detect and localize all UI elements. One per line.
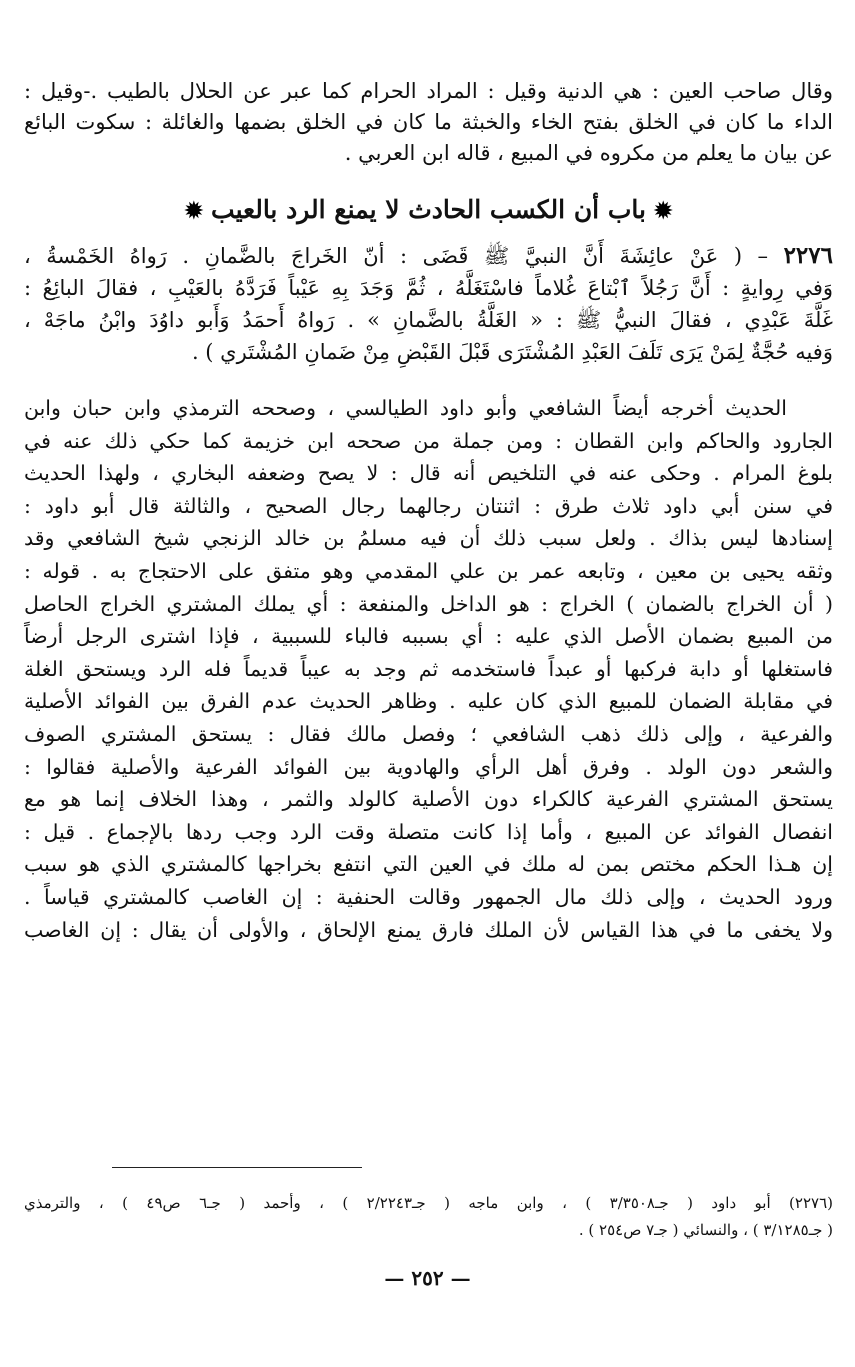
chapter-heading (24, 189, 833, 232)
commentary-line: في سنن أبي داود ثلاث طرق : اثنتان رجالهما رجال الصحيح ، والثالثة قال أبو داود : (24, 493, 833, 518)
commentary-line: وثقه يحيى بن معين ، وتابعه عمر بن علي المقدمي وهو متفق على الاحتجاج به . قوله : (24, 558, 833, 583)
commentary-line: من المبيع بضمان الأصل الذي عليه : أي بسببه فالباء للسببية ، فإذا اشترى الرجل أرضاً (24, 624, 833, 649)
commentary-line: ( أن الخراج بالضمان ) الخراج : هو الداخل والمنفعة : أي يملك المشتري الخراج الحاصل (24, 591, 833, 616)
commentary-line: انفصال الفوائد عن المبيع ، وأما إذا كانت متصلة وقت الرد وجب ردها بالإجماع . قيل : (24, 819, 833, 844)
hadith-number: ٢٢٧٦ (783, 242, 833, 269)
text-line: وقال صاحب العين : هي الدنية وقيل : المراد الحرام كما عبر عن الحلال بالطيب .-وقيل : (24, 79, 833, 103)
hadith-line: غَلَّةَ عَبْدِي ، فقالَ النبيُّ ﷺ : « الغَلَّةُ بالضَّمانِ » . رَواهُ أَحمَدُ وَأَبو داوُدَ وابْنُ ماجَهْ ، (24, 308, 833, 332)
star-ornament-icon: ✹ (184, 198, 204, 224)
footnote (24, 1190, 833, 1244)
page-number: — ٢٥٢ — (384, 1266, 471, 1290)
commentary-line: إن هـذا الحكم مختص بمن له ملك في العين التي انتفع بخراجها كالمشتري الذي هو سبب (24, 852, 833, 877)
commentary-line: في مقابلة الضمان للمبيع الذي كان عليه . وظاهر الحديث عدم الفرق بين الفوائد الأصلية (24, 689, 833, 714)
commentary-line: يستحق المشتري الفرعية كالكراء دون الأصلية كالولد والثمر ، وهذا الخلاف إنما هو مع (24, 787, 833, 812)
commentary-line: ولا يخفى ما في هذا القياس لأن الملك فارق يمنع الإلحاق ، والأولى أن يقال : إن الغاصب (24, 917, 833, 942)
text-line: الداء ما كان في الخلق بفتح الخاء والخبثة ما كان في الخلق بضمها والغائلة : سكوت البائع (24, 110, 833, 134)
hadith-line: وَفي رِوايةٍ : أَنَّ رَجُلاً ٱبْتاعَ غُلاماً فاسْتَغَلَّهُ ، ثُمَّ وَجَدَ بِهِ عَيْباً فَرَدَّهُ بالعَيْبِ ، فقالَ البائِعُ : (24, 276, 833, 300)
hadith-line: وَفيه حُجَّةٌ لِمَنْ يَرَى تَلَفَ العَبْدِ المُشْتَرَى قَبْلَ القَبْضِ مِنْ ضَمانِ المُشْتَري ) . (191, 340, 833, 364)
star-ornament-icon: ✹ (653, 198, 673, 224)
commentary-line: والشعر دون الولد . وفرق أهل الرأي والهادوية بين الفوائد الفرعية والأصلية فقالوا : (24, 754, 833, 779)
commentary-line: والفرعية ، وإلى ذلك ذهب الشافعي ؛ وفصل مالك فقال : يستحق المشتري الصوف (24, 721, 833, 746)
footnote-line: ( جـ٣/١٢٨٥ ) ، والنسائي ( جـ٧ ص٢٥٤ ) . (578, 1221, 833, 1239)
chapter-title: باب أن الكسب الحادث لا يمنع الرد بالعيب (211, 195, 646, 224)
hadith-block (24, 240, 833, 368)
commentary-line: إسنادها ليس بذاك . ولعل سبب ذلك أن فيه مسلمُ بن خالد الزنجي شيخ الشافعي وقد (24, 526, 833, 551)
commentary-line: بلوغ المرام . وحكى عنه في التلخيص أنه قال : لا يصح وضعفه البخاري ، ولهذا الحديث (24, 461, 833, 486)
text-line: عن بيان ما يعلم من مكروه في المبيع ، قاله ابن العربي . (344, 141, 833, 165)
hadith-text: – ( عَنْ عائِشَةَ أَنَّ النبيَّ ﷺ قَضَى : أنّ الخَراجَ بالضَّمانِ . رَواهُ الخَمْسةُ ، (24, 244, 769, 268)
commentary-line: ورود الحديث ، وإلى ذلك مال الجمهور وقالت الحنفية : إن الغاصب كالمشتري قياساً . (24, 884, 833, 909)
commentary-paragraph (24, 392, 833, 946)
hadith-line (24, 240, 833, 272)
footnote-divider (112, 1167, 362, 1168)
footnote-line: (٢٢٧٦) أبو داود ( جـ٣/٣٥٠٨ ) ، وابن ماجه ( جـ٢/٢٢٤٣ ) ، وأحمد ( جـ٦ ص٤٩ ) ، والترمذي (24, 1194, 833, 1212)
intro-paragraph (24, 0, 833, 169)
commentary-line: الجارود والحاكم وابن القطان : ومن جملة من صححه ابن خزيمة كما حكي ذلك عنه في (24, 428, 833, 453)
commentary-line: الحديث أخرجه أيضاً الشافعي وأبو داود الطيالسي ، وصححه الترمذي وابن حبان وابن (24, 396, 787, 420)
commentary-line: فاستغلها أو دابة فركبها أو عبداً فاستخدمه ثم وجد به عيباً قديماً فله الرد ويستحق الغلة (24, 656, 833, 681)
